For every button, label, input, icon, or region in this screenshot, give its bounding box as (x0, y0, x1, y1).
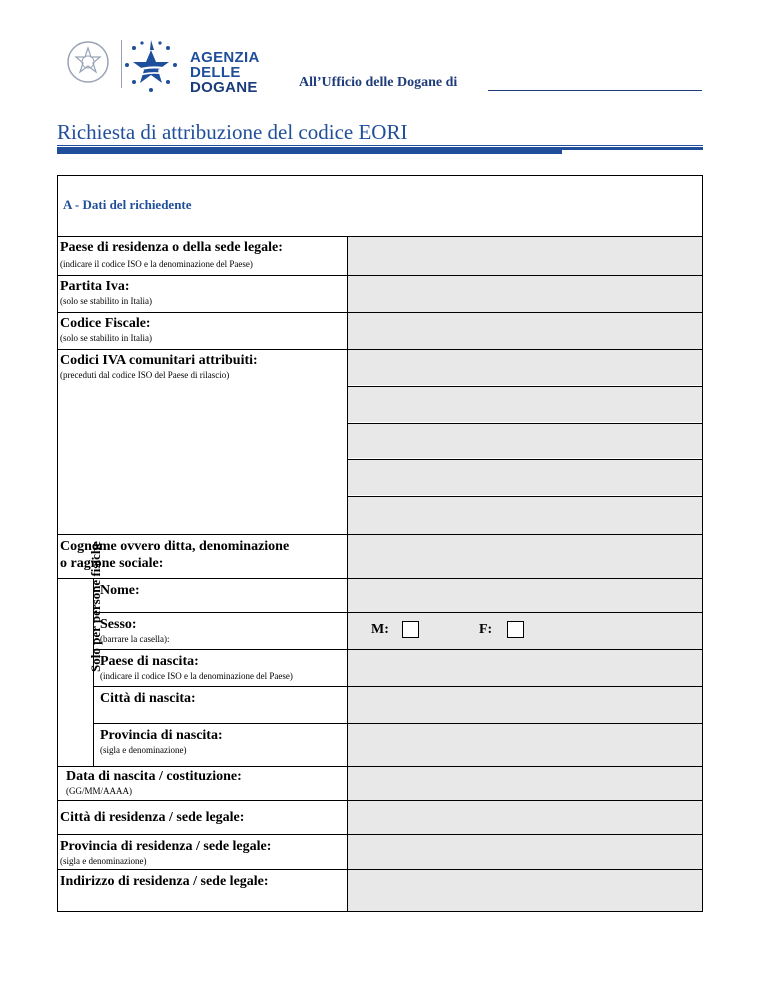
birth-country-label: Paese di nascita: (100, 654, 199, 669)
brand-line-1: AGENZIA (190, 49, 260, 66)
residence-province-hint: (sigla e denominazione) (60, 856, 147, 866)
office-label: All’Ufficio delle Dogane di (299, 75, 458, 90)
sex-female-checkbox[interactable] (507, 621, 524, 638)
first-name-field[interactable] (348, 579, 702, 612)
birth-city-field[interactable] (348, 687, 702, 723)
eu-vat-label: Codici IVA comunitari attribuiti: (60, 353, 258, 368)
section-title: A - Dati del richiedente (63, 197, 192, 212)
surname-label-line2: o ragione sociale: (60, 556, 164, 571)
natural-persons-label: Solo per persone fisiche (88, 541, 103, 672)
birth-date-label: Data di nascita / costituzione: (66, 769, 242, 784)
residence-country-label: Paese di residenza o della sede legale: (60, 240, 283, 255)
eu-vat-field-1[interactable] (348, 350, 702, 385)
first-name-label: Nome: (100, 583, 140, 598)
title-accent-bar-tail (562, 147, 703, 150)
birth-date-field[interactable] (348, 767, 702, 800)
row-rule (347, 386, 703, 387)
birth-city-label: Città di nascita: (100, 691, 196, 706)
title-rule (57, 145, 703, 146)
eu-vat-field-4[interactable] (348, 460, 702, 495)
surname-label-line1: Cognome ovvero ditta, denominazione (60, 539, 290, 554)
birth-country-hint: (indicare il codice ISO e la denominazione del Paese) (100, 671, 293, 681)
vat-field[interactable] (348, 276, 702, 312)
title-accent-bar (57, 147, 562, 154)
residence-address-field[interactable] (348, 870, 702, 911)
eu-vat-field-3[interactable] (348, 424, 702, 458)
vat-hint: (solo se stabilito in Italia) (60, 296, 152, 306)
tax-code-hint: (solo se stabilito in Italia) (60, 333, 152, 343)
office-input-line[interactable] (488, 90, 702, 91)
sex-male-checkbox[interactable] (402, 621, 419, 638)
row-rule (347, 459, 703, 460)
residence-country-hint: (indicare il codice ISO e la denominazione del Paese) (60, 259, 253, 269)
agency-brand-name (190, 50, 260, 95)
residence-city-field[interactable] (348, 801, 702, 834)
eu-vat-hint: (preceduti dal codice ISO del Paese di rilascio) (60, 370, 230, 380)
brand-line-2: DELLE (190, 64, 241, 81)
page-title: Richiesta di attribuzione del codice EORI (57, 120, 408, 144)
residence-province-field[interactable] (348, 835, 702, 869)
row-rule (347, 423, 703, 424)
tax-code-label: Codice Fiscale: (60, 316, 151, 331)
residence-country-field[interactable] (348, 237, 702, 275)
residence-address-label: Indirizzo di residenza / sede legale: (60, 874, 269, 889)
birth-province-label: Provincia di nascita: (100, 728, 223, 743)
residence-province-label: Provincia di residenza / sede legale: (60, 839, 272, 854)
sex-female-label: F: (479, 622, 493, 637)
birth-province-hint: (sigla e denominazione) (100, 745, 187, 755)
birth-country-field[interactable] (348, 650, 702, 686)
eu-vat-field-2[interactable] (348, 387, 702, 422)
sex-male-label: M: (371, 622, 389, 637)
sex-label: Sesso: (100, 617, 137, 632)
eu-vat-field-5[interactable] (348, 497, 702, 534)
tax-code-field[interactable] (348, 313, 702, 349)
vat-label: Partita Iva: (60, 279, 130, 294)
surname-field[interactable] (348, 535, 702, 578)
birth-province-field[interactable] (348, 724, 702, 766)
brand-line-3: DOGANE (190, 79, 258, 96)
sex-hint: (barrare la casella): (100, 634, 170, 644)
birth-date-hint: (GG/MM/AAAA) (66, 786, 132, 796)
agency-star-logo-icon (120, 34, 182, 96)
residence-city-label: Città di residenza / sede legale: (60, 810, 245, 825)
row-rule (347, 496, 703, 497)
italian-republic-emblem-icon (66, 40, 110, 84)
